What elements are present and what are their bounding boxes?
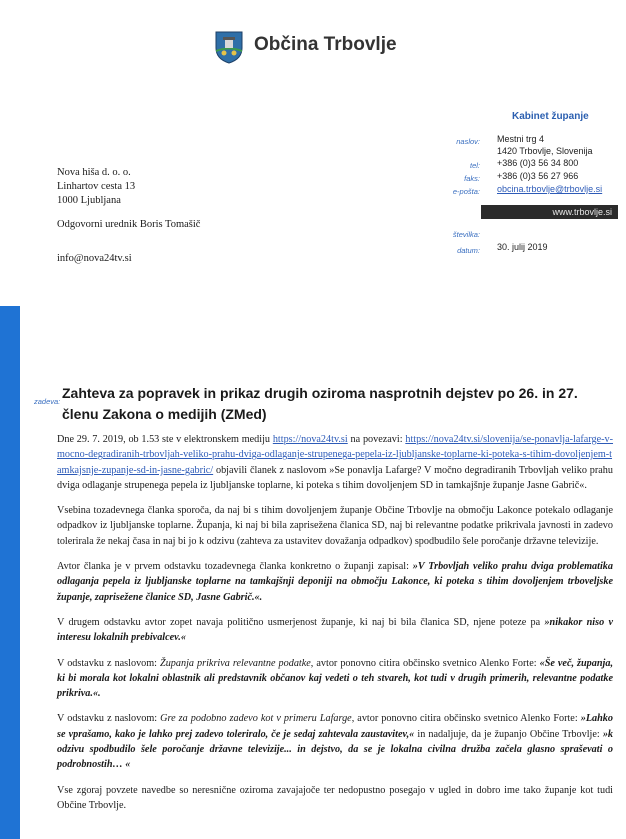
- cabinet-title: Kabinet županje: [512, 111, 589, 122]
- p1-text-c: objavili članek z naslovom »Se ponavlja Lafarge? V močno degradiranih Trbovljah veliko prahu dviga odlaganje strupenega pepela iz ljubljanske toplarne, ki poteka s tihim dovoljenjem SD in tamkajšnje županje Jasne Gabrič«.: [57, 464, 613, 491]
- p5-quote: «Še več, županja, ki bi morala kot lokalni oblastnik ali predstavnik občanov kaj vedeti o teh stvareh, kot tudi v drugih primerih, relevantne podatke prikriva.«.: [57, 657, 613, 700]
- org-name: Občina Trbovlje: [254, 34, 397, 55]
- p6-heading: Gre za podobno zadevo kot v primeru Lafarge: [160, 713, 352, 725]
- p1-text-a: Dne 29. 7. 2019, ob 1.53 ste v elektronskem mediju: [57, 434, 273, 445]
- paragraph-3: [57, 559, 613, 605]
- p6-text-b: , avtor ponovno citira občinsko svetnico Alenko Forte:: [351, 713, 581, 725]
- p3-quote: »V Trbovljah veliko prahu dviga problematika odlaganja pepela iz ljubljanske toplarne na tamkajšnji deponiji na območju Lakonce, ki poteka s tihim dovoljenjem trboveljske županje, zaprisežene članice SD, Jasne Gabrič.«.: [57, 561, 613, 603]
- p6-text-c: in nadaljuje, da je županjo Občine Trbovlje:: [414, 728, 603, 740]
- address-label: naslov:: [456, 137, 480, 146]
- paragraph-2: Vsebina tozadevnega članka sporoča, da naj bi s tihim dovoljenjem županje Občine Trbovlje na območju Lakonce potekalo odlaganje odpadkov iz ljubljanske toplarne. Županja, ki naj bi bila zaprisežena članica SD, naj bi relevantne podatke prikrivala javnosti in zadevo tolerirala že nekaj časa in naj bi jo k odzivu (zahteva za ustavitev dovažanja odpadkov) spodbudilo šele poročanje državne televizije.: [57, 505, 613, 547]
- recipient-name: Nova hiša d. o. o.: [57, 167, 131, 178]
- fax-label: faks:: [464, 174, 480, 183]
- p6-quote-1: »Lahko se vprašamo, kako je lahko prej zadevo toleriralo, če je sedaj zahtevala zaustavitev,«: [57, 713, 613, 740]
- p6-quote-2: »k odzivu spodbudilo šele poročanje državne televizije... in dejstvo, da se je lokalna civilna družba začela glasno spraševati o podrobnostih… «: [57, 728, 613, 771]
- address-line1: Mestni trg 4: [497, 134, 545, 144]
- email-label: e-pošta:: [452, 187, 480, 196]
- p5-text-a: V odstavku z naslovom:: [57, 657, 161, 669]
- p3-text: Avtor članka je v prvem odstavku tozadevnega članka konkretno o županji zapisal:: [57, 561, 413, 573]
- tel-label: tel:: [469, 161, 480, 170]
- p5-text-b: , avtor ponovno citira občinsko svetnico Alenko Forte:: [310, 657, 540, 669]
- p4-text: V drugem odstavku avtor zopet navaja politično usmerjenost županje, ki naj bi bila članica SD, njene poteze pa: [57, 616, 545, 628]
- recipient-street: Linhartov cesta 13: [57, 181, 136, 192]
- email-link[interactable]: obcina.trbovlje@trbovlje.si: [497, 184, 603, 194]
- subject-title: Zahteva za popravek in prikaz drugih oziroma nasprotnih dejstev po 26. in 27. členu Zakona o medijih (ZMed): [62, 385, 578, 422]
- p1-text-b: na povezavi:: [347, 434, 406, 445]
- recipient-city: 1000 Ljubljana: [57, 195, 121, 206]
- p4-quote: »nikakor niso v interesu lokalnih prebivalcev.«: [57, 616, 613, 644]
- subject-label: zadeva:: [34, 397, 61, 406]
- paragraph-5: [57, 656, 613, 702]
- paragraph-1: [57, 432, 613, 493]
- date-label: datum:: [457, 246, 480, 255]
- recipient-editor: Odgovorni urednik Boris Tomašič: [57, 219, 201, 230]
- paragraph-7: Vse zgoraj povzete navedbe so neresnične oziroma zavajajoče ter nedopustno posegajo v ugled in dobro ime tako županje kot tudi Občine Trbovlje.: [57, 784, 613, 811]
- address-line2: 1420 Trbovlje, Slovenija: [497, 146, 593, 156]
- paragraph-4: [57, 615, 613, 646]
- letter-date: 30. julij 2019: [497, 242, 548, 252]
- coat-of-arms-icon: [214, 30, 244, 64]
- article-link[interactable]: https://nova24tv.si/slovenija/se-ponavlja-lafarge-v-mocno-degradiranih-trbovljah-veliko-prahu-dviga-odlaganje-strupenega-pepela-iz-ljubljanske-toplarne-ki-poteka-s-tihim-dovoljenjem-tamkajsnje-zupanje-sd-in-jasne-gabric/: [57, 434, 614, 476]
- fax-value: +386 (0)3 56 27 966: [497, 171, 579, 181]
- nova24tv-link[interactable]: https://nova24tv.si: [272, 434, 348, 445]
- tel-value: +386 (0)3 56 34 800: [497, 158, 579, 168]
- paragraph-6: [57, 711, 613, 772]
- recipient-email: info@nova24tv.si: [57, 253, 132, 264]
- p6-text-a: V odstavku z naslovom:: [57, 713, 161, 725]
- website-bar[interactable]: www.trbovlje.si: [481, 205, 618, 219]
- number-label: številka:: [452, 230, 480, 239]
- p5-heading: Županja prikriva relevantne podatke: [160, 657, 311, 669]
- side-strip: [0, 306, 20, 839]
- letter-body: [57, 432, 613, 823]
